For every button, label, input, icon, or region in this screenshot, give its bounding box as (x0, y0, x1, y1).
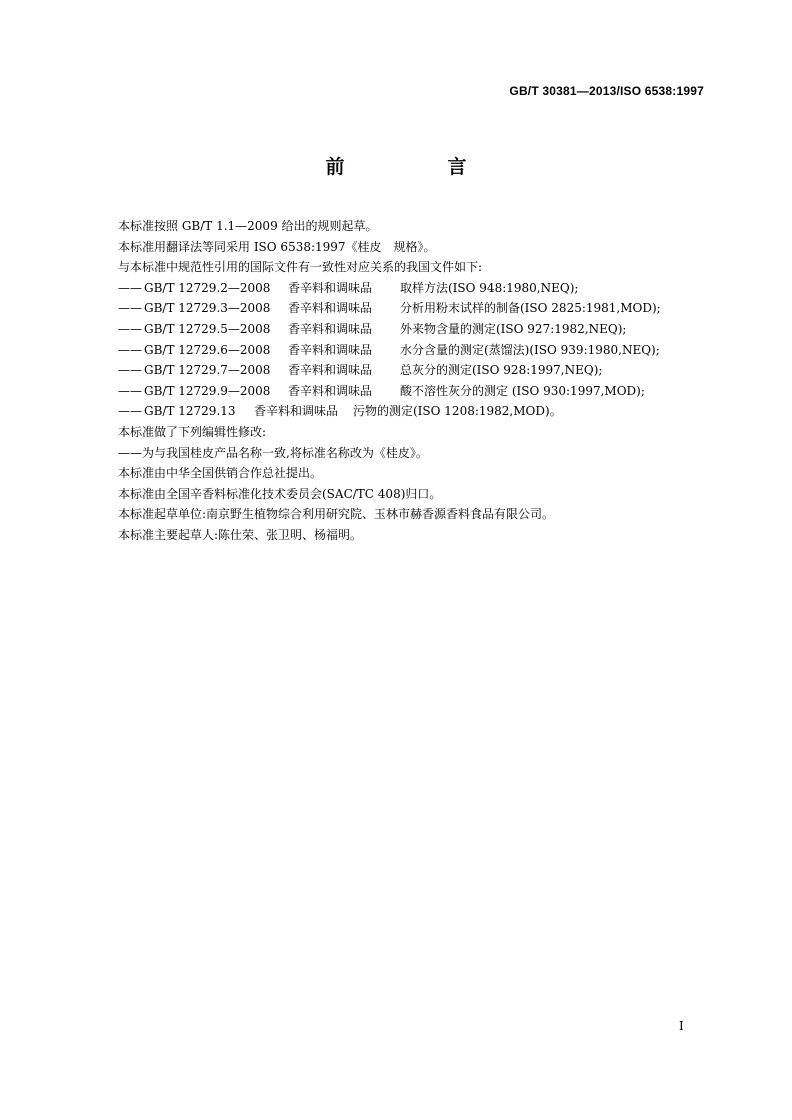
reference-code: GB/T 12729.6—2008 (144, 342, 271, 357)
reference-dash: —— (118, 321, 142, 336)
reference-code: GB/T 12729.9—2008 (144, 383, 271, 398)
reference-code: GB/T 12729.2—2008 (144, 280, 271, 295)
reference-item (118, 278, 718, 299)
paragraph-committee: 本标准由全国辛香料标准化技术委员会(SAC/TC 408)归口。 (118, 486, 442, 501)
editorial-intro: 本标准做了下列编辑性修改: (118, 424, 267, 439)
page-title: 前 言 (325, 156, 509, 178)
reference-code: GB/T 12729.13 (144, 404, 236, 419)
reference-title: 酸不溶性灰分的测定 (ISO 930:1997,MOD); (400, 383, 645, 398)
reference-dash: —— (118, 363, 142, 378)
editorial-item: ——为与我国桂皮产品名称一致,将标准名称改为《桂皮》。 (118, 445, 428, 460)
reference-item (118, 340, 718, 361)
reference-category: 香辛料和调味品 (254, 404, 339, 419)
reference-title: 取样方法(ISO 948:1980,NEQ); (400, 280, 579, 295)
reference-dash: —— (118, 342, 142, 357)
reference-category: 香辛料和调味品 (288, 321, 373, 336)
standard-code-header: GB/T 30381—2013/ISO 6538:1997 (509, 84, 704, 98)
reference-item (118, 381, 718, 402)
reference-category: 香辛料和调味品 (288, 342, 373, 357)
foreword-body (118, 216, 718, 546)
paragraph-drafting-units: 本标准起草单位:南京野生植物综合利用研究院、玉林市赫香源香料食品有限公司。 (118, 507, 555, 522)
reference-item (118, 298, 718, 319)
reference-title: 外来物含量的测定(ISO 927:1982,NEQ); (400, 321, 627, 336)
reference-category: 香辛料和调味品 (288, 363, 373, 378)
paragraph-proposer: 本标准由中华全国供销合作总社提出。 (118, 466, 323, 481)
reference-code: GB/T 12729.3—2008 (144, 301, 271, 316)
paragraph-reference-intro: 与本标准中规范性引用的国际文件有一致性对应关系的我国文件如下: (118, 260, 483, 275)
reference-dash: —— (118, 280, 142, 295)
reference-category: 香辛料和调味品 (288, 280, 373, 295)
reference-title: 总灰分的测定(ISO 928:1997,NEQ); (400, 363, 603, 378)
reference-category: 香辛料和调味品 (288, 301, 373, 316)
reference-item (118, 360, 718, 381)
reference-title: 水分含量的测定(蒸馏法)(ISO 939:1980,NEQ); (400, 342, 660, 357)
reference-item (118, 319, 718, 340)
reference-dash: —— (118, 404, 142, 419)
reference-category: 香辛料和调味品 (288, 383, 373, 398)
page-number: I (679, 1019, 684, 1033)
reference-title: 分析用粉末试样的制备(ISO 2825:1981,MOD); (400, 301, 661, 316)
reference-dash: —— (118, 383, 142, 398)
reference-code: GB/T 12729.5—2008 (144, 321, 271, 336)
reference-title: 污物的测定(ISO 1208:1982,MOD)。 (353, 404, 562, 419)
paragraph-drafters: 本标准主要起草人:陈仕荣、张卫明、杨福明。 (118, 527, 363, 542)
paragraph-adoption: 本标准用翻译法等同采用 ISO 6538:1997《桂皮 规格》。 (118, 239, 436, 254)
paragraph-drafting-rules: 本标准按照 GB/T 1.1—2009 给出的规则起草。 (118, 219, 378, 233)
reference-dash: —— (118, 301, 142, 316)
reference-code: GB/T 12729.7—2008 (144, 363, 271, 378)
reference-item (118, 401, 718, 422)
